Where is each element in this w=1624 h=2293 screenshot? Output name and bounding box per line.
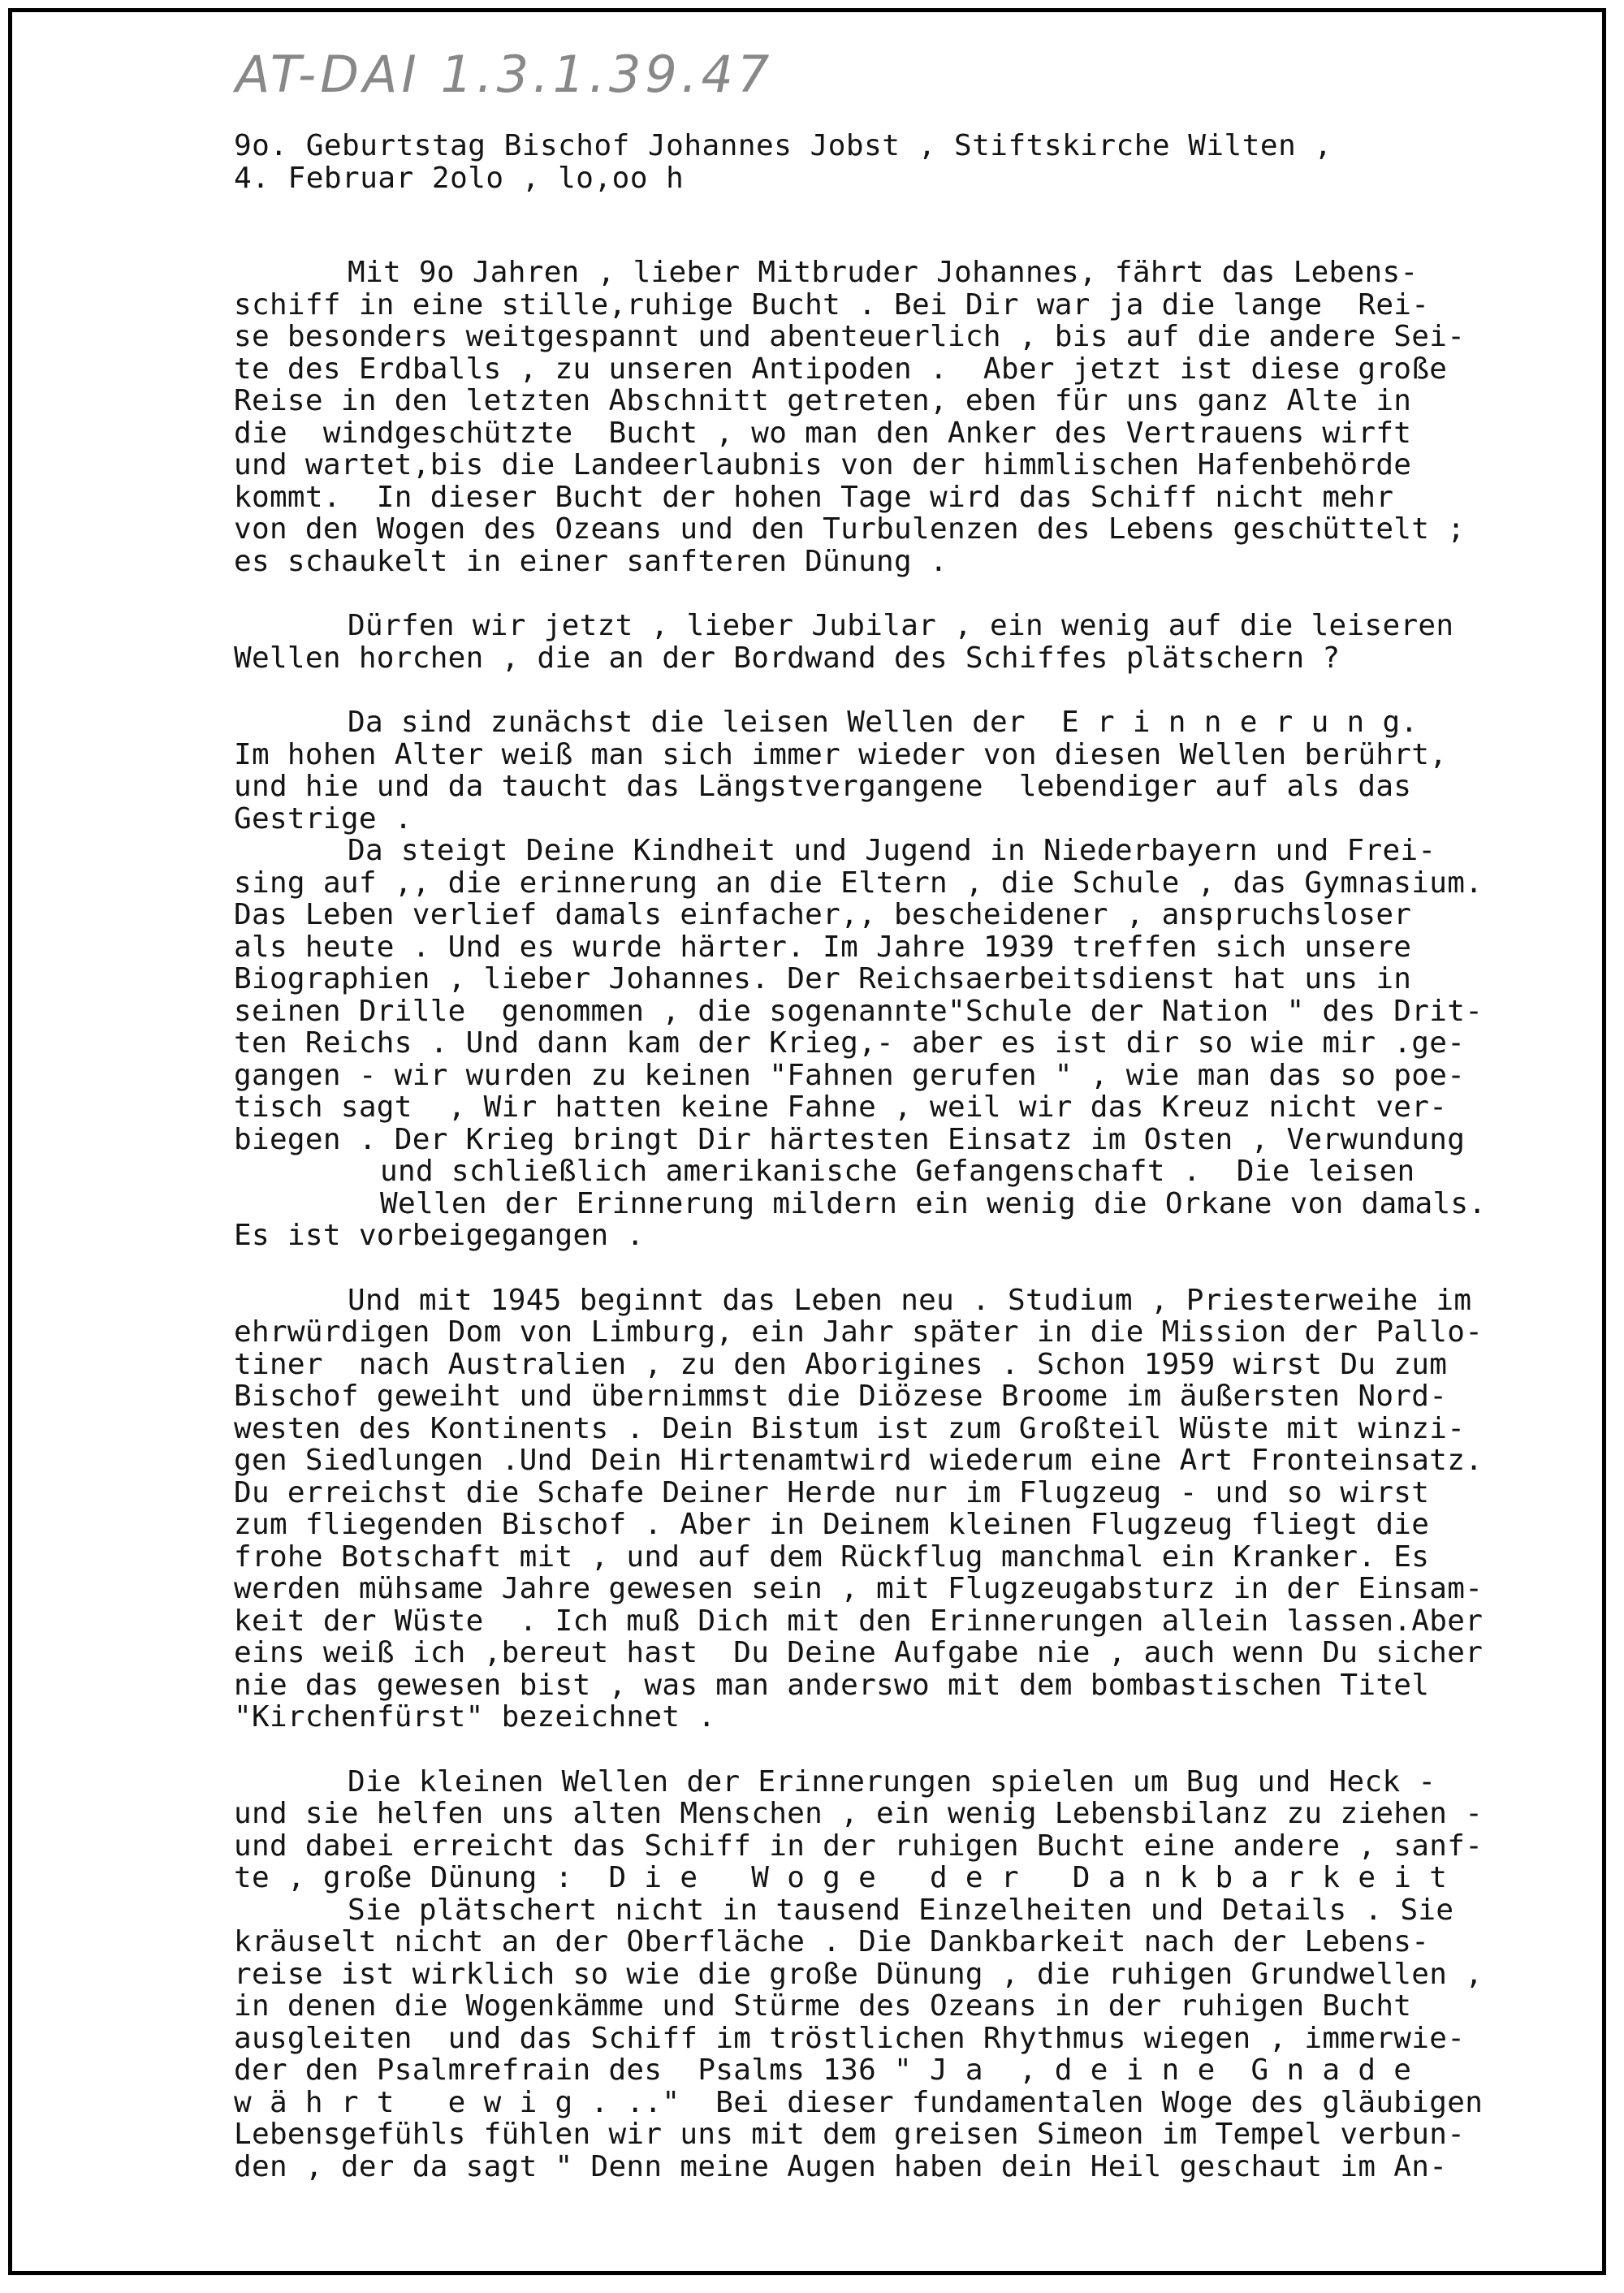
paragraph-7-line: den , der da sagt " Denn meine Augen haben dein Heil geschaut im An- xyxy=(234,2149,1448,2183)
paragraph-4-line: Da steigt Deine Kindheit und Jugend in Niederbayern und Frei- xyxy=(348,834,1436,867)
paragraph-5-line: tiner nach Australien , zu den Aborigines . Schon 1959 wirst Du zum xyxy=(234,1347,1448,1381)
paragraph-4-line: als heute . Und es wurde härter. Im Jahre 1939 treffen sich unsere xyxy=(234,930,1412,964)
document-heading xyxy=(234,130,1332,195)
paragraph-2-line: Dürfen wir jetzt , lieber Jubilar , ein wenig auf die leiseren xyxy=(348,609,1454,642)
paragraph-3-line: Gestrige . xyxy=(234,801,412,836)
paragraph-4-line: sing auf ,, die erinnerung an die Eltern , die Schule , das Gymnasium. xyxy=(234,866,1484,900)
paragraph-4-line: seinen Drille genommen , die sogenannte"Schule der Nation " des Drit- xyxy=(234,994,1484,1028)
paragraph-5-line: eins weiß ich ,bereut hast Du Deine Aufgabe nie , auch wenn Du sicher xyxy=(234,1636,1484,1669)
paragraph-1-line: Reise in den letzten Abschnitt getreten, eben für uns ganz Alte in xyxy=(234,384,1412,417)
paragraph-2-line: Wellen horchen , die an der Bordwand des Schiffes plätschern ? xyxy=(234,641,1341,675)
heading-line-1: 9o. Geburtstag Bischof Johannes Jobst , Stiftskirche Wilten , xyxy=(234,129,1332,162)
paragraph-1-line: se besonders weitgespannt und abenteuerlich , bis auf die andere Sei- xyxy=(234,320,1466,353)
paragraph-5-line: Und mit 1945 beginnt das Leben neu . Studium , Priesterweihe im xyxy=(348,1283,1472,1317)
paragraph-1-line: schiff in eine stille,ruhige Bucht . Bei Dir war ja die lange Rei- xyxy=(234,287,1430,322)
archive-signature-mark: AT-DAI 1.3.1.39.47 xyxy=(235,45,774,104)
paragraph-6-line: und sie helfen uns alten Menschen , ein wenig Lebensbilanz zu ziehen - xyxy=(234,1797,1484,1830)
paragraph-5-line: westen des Kontinents . Dein Bistum ist zum Großteil Wüste mit winzi- xyxy=(234,1411,1466,1445)
paragraph-7-line: der den Psalmrefrain des Psalms 136 " J a , d e i n e G n a d e xyxy=(234,2053,1412,2087)
paragraph-5-line: Bischof geweiht und übernimmst die Diözese Broome im äußersten Nord- xyxy=(234,1380,1448,1413)
paragraph-4-line: ten Reichs . Und dann kam der Krieg,- aber es ist dir so wie mir .ge- xyxy=(234,1026,1466,1060)
paragraph-6-line: und dabei erreicht das Schiff in der ruhigen Bucht eine andere , sanf- xyxy=(234,1829,1484,1863)
paragraph-6-line: Die kleinen Wellen der Erinnerungen spielen um Bug und Heck - xyxy=(348,1764,1436,1799)
paragraph-4-indented-line: und schließlich amerikanische Gefangenschaft . Die leisen xyxy=(380,1155,1415,1188)
paragraph-5-line: gen Siedlungen .Und Dein Hirtenamtwird wiederum eine Art Fronteinsatz. xyxy=(234,1444,1484,1477)
paragraph-6-line: te , große Dünung : D i e W o g e d e r D a n k b a r k e i t xyxy=(234,1861,1448,1894)
paragraph-5-line: nie das gewesen bist , was man anderswo mit dem bombastischen Titel xyxy=(234,1668,1430,1702)
paragraph-7-line: Sie plätschert nicht in tausend Einzelheiten und Details . Sie xyxy=(348,1893,1454,1927)
paragraph-1-line: es schaukelt in einer sanfteren Dünung . xyxy=(234,544,948,578)
paragraph-7-line: ausgleiten und das Schiff im tröstlichen Rhythmus wiegen , immerwie- xyxy=(234,2021,1466,2055)
letter-body xyxy=(234,257,1566,2183)
paragraph-5-line: "Kirchenfürst" bezeichnet . xyxy=(234,1700,716,1734)
paragraph-4-line: gangen - wir wurden zu keinen "Fahnen gerufen " , wie man das so poe- xyxy=(234,1058,1466,1092)
paragraph-4-line: Biographien , lieber Johannes. Der Reichsaerbeitsdienst hat uns in xyxy=(234,962,1412,995)
paragraph-5-line: frohe Botschaft mit , und auf dem Rückflug manchmal ein Kranker. Es xyxy=(234,1539,1430,1574)
paragraph-4-line: Es ist vorbeigegangen . xyxy=(234,1219,645,1252)
paragraph-7-line: Lebensgefühls fühlen wir uns mit dem greisen Simeon im Tempel verbun- xyxy=(234,2118,1466,2151)
paragraph-1-line: die windgeschützte Bucht , wo man den Anker des Vertrauens wirft xyxy=(234,416,1412,450)
paragraph-1-line: te des Erdballs , zu unseren Antipoden . Aber jetzt ist diese große xyxy=(234,352,1448,386)
paragraph-3-line: und hie und da taucht das Längstvergangene lebendiger auf als das xyxy=(234,770,1412,803)
paragraph-4-indented-line: Wellen der Erinnerung mildern ein wenig die Orkane von damals. xyxy=(380,1186,1487,1220)
paragraph-4-line: biegen . Der Krieg bringt Dir härtesten Einsatz im Osten , Verwundung xyxy=(234,1122,1466,1156)
paragraph-5-line: Du erreichst die Schafe Deiner Herde nur im Flugzeug - und so wirst xyxy=(234,1475,1430,1509)
paragraph-4-line: tisch sagt , Wir hatten keine Fahne , weil wir das Kreuz nicht ver- xyxy=(234,1090,1448,1124)
paragraph-5-line: werden mühsame Jahre gewesen sein , mit Flugzeugabsturz in der Einsam- xyxy=(234,1572,1484,1605)
paragraph-7-line: w ä h r t e w i g . .." Bei dieser fundamentalen Woge des gläubigen xyxy=(234,2085,1484,2119)
paragraph-7-line: reise ist wirklich so wie die große Dünung , die ruhigen Grundwellen , xyxy=(234,1957,1484,1991)
paragraph-3-line: Im hohen Alter weiß man sich immer wieder von diesen Wellen berührt, xyxy=(234,737,1448,771)
paragraph-3-line: Da sind zunächst die leisen Wellen der E r i n n e r u n g. xyxy=(348,706,1419,739)
paragraph-1-line: von den Wogen des Ozeans und den Turbulenzen des Lebens geschüttelt ; xyxy=(234,512,1466,546)
paragraph-7-line: kräuselt nicht an der Oberfläche . Die Dankbarkeit nach der Lebens- xyxy=(234,1925,1430,1958)
paragraph-7-line: in denen die Wogenkämme und Stürme des Ozeans in der ruhigen Bucht xyxy=(234,1989,1412,2023)
heading-line-2: 4. Februar 2olo , lo,oo h xyxy=(234,162,685,195)
paragraph-5-line: ehrwürdigen Dom von Limburg, ein Jahr später in die Mission der Pallo- xyxy=(234,1315,1484,1349)
paragraph-4-line: Das Leben verlief damals einfacher,, bescheidener , anspruchsloser xyxy=(234,898,1412,931)
paragraph-5-line: zum fliegenden Bischof . Aber in Deinem kleinen Flugzeug fliegt die xyxy=(234,1508,1430,1541)
paragraph-1-line: und wartet,bis die Landeerlaubnis von der himmlischen Hafenbehörde xyxy=(234,448,1412,481)
paragraph-1-line: kommt. In dieser Bucht der hohen Tage wird das Schiff nicht mehr xyxy=(234,480,1394,514)
paragraph-5-line: keit der Wüste . Ich muß Dich mit den Erinnerungen allein lassen.Aber xyxy=(234,1604,1484,1638)
paragraph-1-line: Mit 9o Jahren , lieber Mitbruder Johannes, fährt das Lebens- xyxy=(348,256,1419,289)
